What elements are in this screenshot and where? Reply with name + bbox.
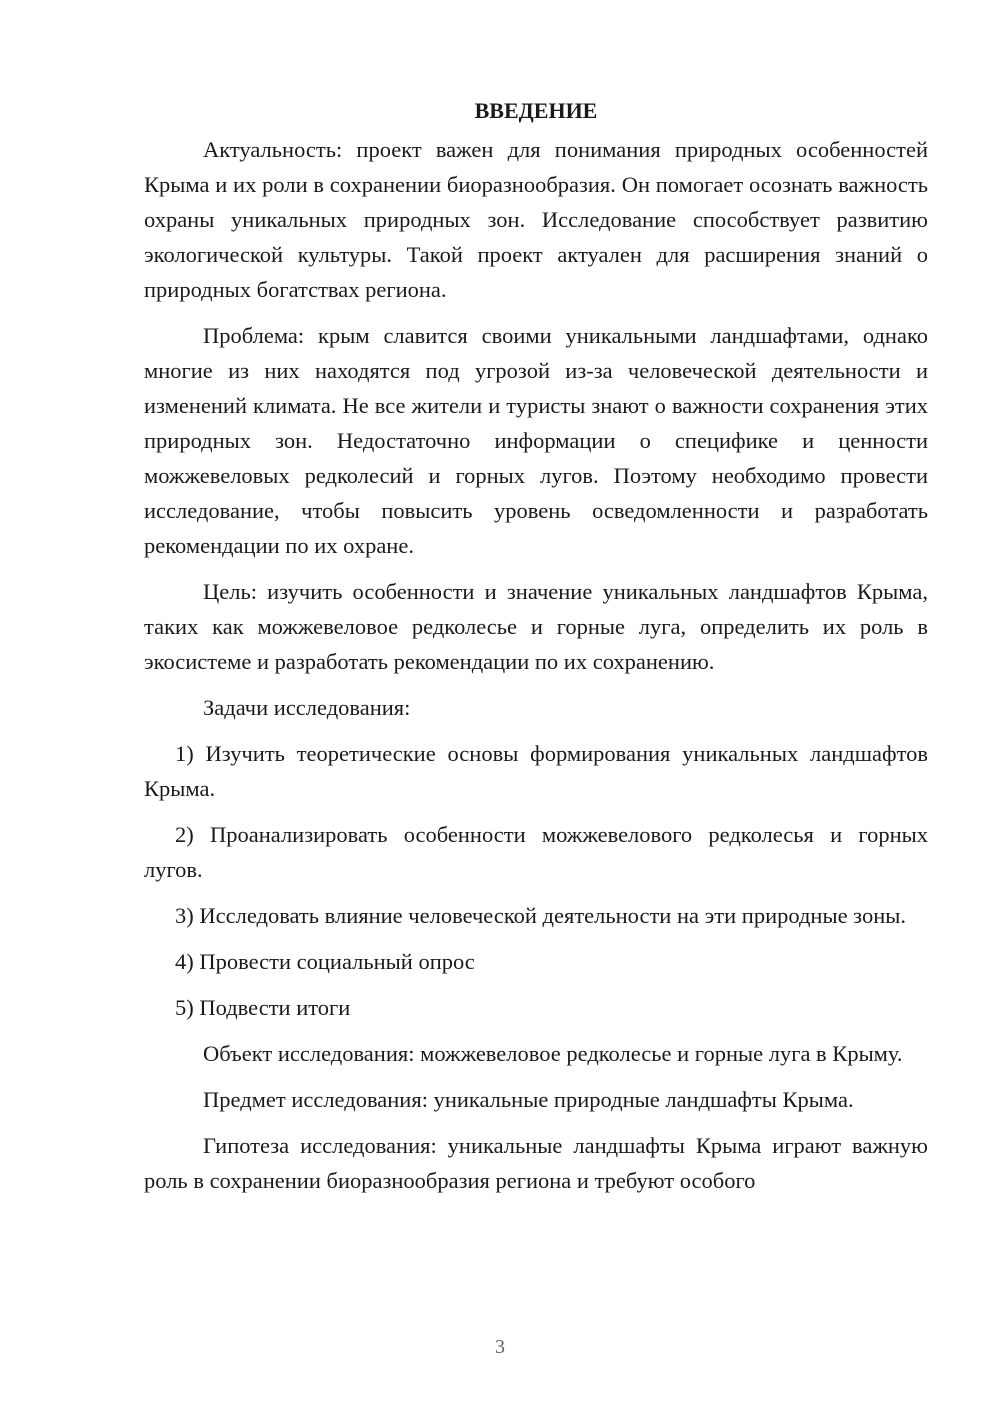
paragraph-hypothesis: Гипотеза исследования: уникальные ландшафты Крыма играют важную роль в сохранении биоразнообразия региона и требуют особого: [144, 1133, 928, 1193]
paragraph-subject: Предмет исследования: уникальные природные ландшафты Крыма.: [203, 1087, 854, 1112]
task-item-2: 2) Проанализировать особенности можжевелового редколесья и горных лугов.: [144, 822, 928, 882]
paragraph-goal: Цель: изучить особенности и значение уникальных ландшафтов Крыма, таких как можжевеловое редколесье и горные луга, определить их роль в экосистеме и разработать рекомендации по их сохранению.: [144, 579, 928, 674]
task-item-5: 5) Подвести итоги: [175, 995, 351, 1020]
task-item-1: 1) Изучить теоретические основы формирования уникальных ландшафтов Крыма.: [144, 741, 928, 801]
task-item-3: 3) Исследовать влияние человеческой деятельности на эти природные зоны.: [175, 903, 906, 928]
paragraph-relevance: Актуальность: проект важен для понимания природных особенностей Крыма и их роли в сохранении биоразнообразия. Он помогает осознать важность охраны уникальных природных зон. Исследование способствует развитию экологической культуры. Такой проект актуален для расширения знаний о природных богатствах региона.: [144, 137, 928, 302]
section-heading: ВВЕДЕНИЕ: [474, 98, 598, 123]
task-item-4: 4) Провести социальный опрос: [175, 949, 475, 974]
paragraph-problem: Проблема: крым славится своими уникальными ландшафтами, однако многие из них находятся под угрозой из-за человеческой деятельности и изменений климата. Не все жители и туристы знают о важности сохранения этих природных зон. Недостаточно информации о специфике и ценности можжевеловых редколесий и горных лугов. Поэтому необходимо провести исследование, чтобы повысить уровень осведомленности и разработать рекомендации по их охране.: [144, 323, 928, 558]
page-number: 3: [495, 1336, 505, 1358]
paragraph-object: Объект исследования: можжевеловое редколесье и горные луга в Крыму.: [203, 1041, 903, 1066]
paragraph-tasks-heading: Задачи исследования:: [203, 695, 411, 720]
page-content: [144, 93, 928, 1198]
